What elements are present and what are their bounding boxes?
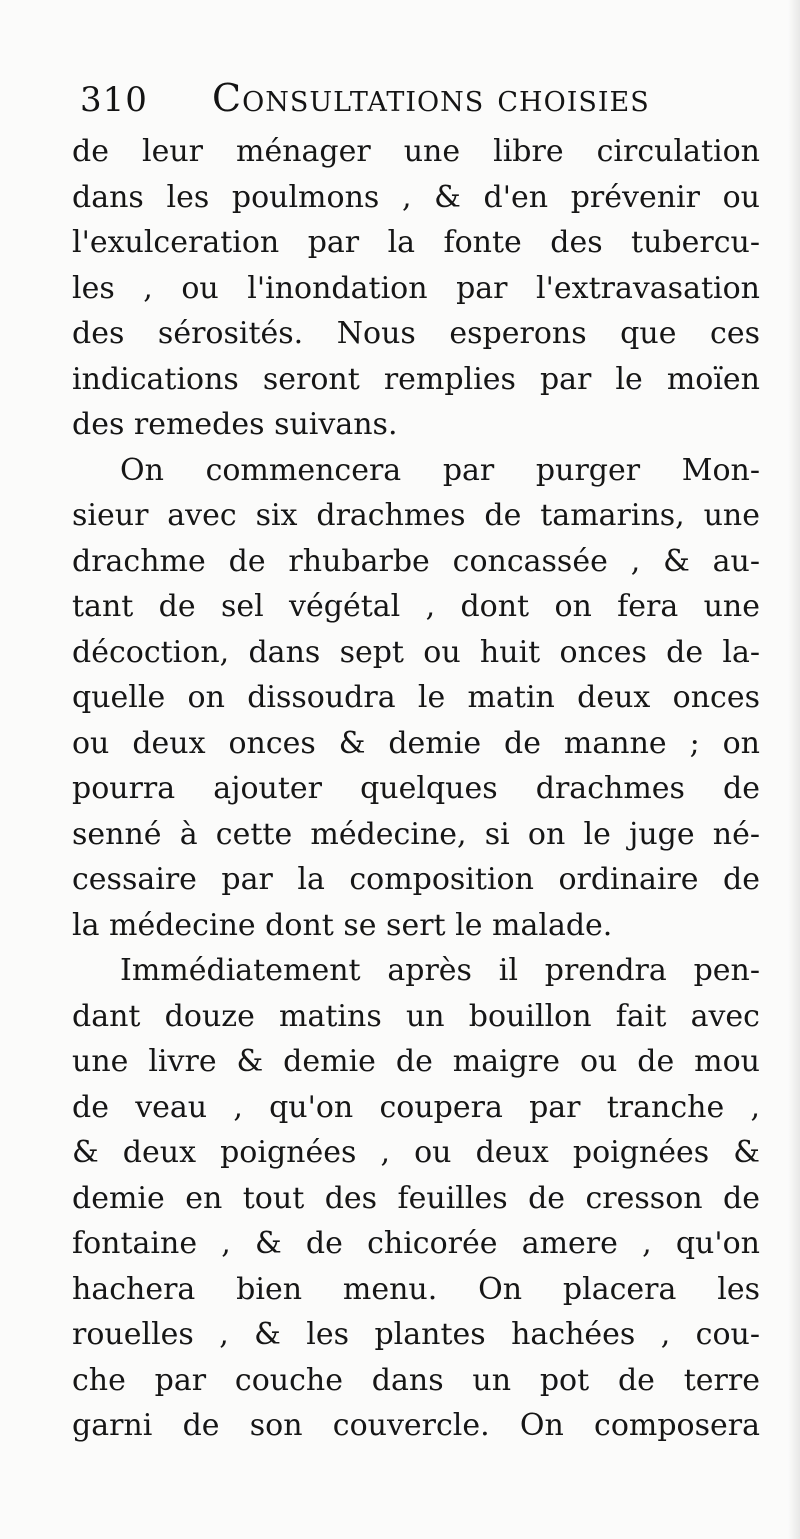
text-line: l'exulceration par la fonte des tubercu- bbox=[72, 225, 760, 260]
text-line: quelle on dissoudra le matin deux onces bbox=[72, 680, 760, 715]
text-line: des remedes suivans. bbox=[72, 407, 398, 442]
text-line: sieur avec six drachmes de tamarins, une bbox=[72, 498, 760, 533]
text-line: pourra ajouter quelques drachmes de bbox=[72, 771, 760, 806]
text-line: ou deux onces & demie de manne ; on bbox=[72, 725, 760, 761]
text-line: fontaine , & de chicorée amere , qu'on bbox=[72, 1226, 760, 1261]
running-head: Consultations choisies bbox=[212, 76, 650, 120]
text-line: rouelles , & les plantes hachées , cou- bbox=[72, 1317, 760, 1352]
text-line: une livre & demie de maigre ou de mou bbox=[72, 1044, 760, 1079]
page-edge-shadow bbox=[788, 0, 800, 1539]
text-line: dans les poulmons , & d'en prévenir ou bbox=[72, 179, 760, 215]
page-number: 310 bbox=[80, 80, 148, 120]
text-line: demie en tout des feuilles de cresson de bbox=[72, 1180, 760, 1216]
text-line: indications seront remplies par le moïen bbox=[72, 361, 760, 397]
text-line: la médecine dont se sert le malade. bbox=[72, 907, 613, 943]
text-line: tant de sel végétal , dont on fera une bbox=[72, 589, 760, 624]
text-line: cessaire par la composition ordinaire de bbox=[72, 862, 760, 897]
text-line: drachme de rhubarbe concassée , & au- bbox=[72, 543, 760, 579]
text-line: de leur ménager une libre circulation bbox=[72, 134, 760, 169]
text-line: des sérosités. Nous esperons que ces bbox=[72, 316, 760, 351]
body-text bbox=[72, 129, 760, 1449]
text-line: On commencera par purger Mon- bbox=[120, 452, 760, 488]
text-line: senné à cette médecine, si on le juge né- bbox=[72, 816, 760, 852]
text-line: che par couche dans un pot de terre bbox=[72, 1362, 760, 1398]
page-header bbox=[80, 72, 760, 132]
text-line: garni de son couvercle. On composera bbox=[72, 1408, 760, 1443]
text-line: les , ou l'inondation par l'extravasation bbox=[72, 270, 760, 306]
text-line: hachera bien menu. On placera les bbox=[72, 1271, 760, 1307]
text-line: dant douze matins un bouillon fait avec bbox=[72, 998, 760, 1034]
text-line: décoction, dans sept ou huit onces de la- bbox=[72, 634, 760, 670]
text-line: de veau , qu'on coupera par tranche , bbox=[72, 1089, 760, 1125]
text-line: & deux poignées , ou deux poignées & bbox=[72, 1135, 760, 1170]
text-line: Immédiatement après il prendra pen- bbox=[120, 953, 760, 988]
